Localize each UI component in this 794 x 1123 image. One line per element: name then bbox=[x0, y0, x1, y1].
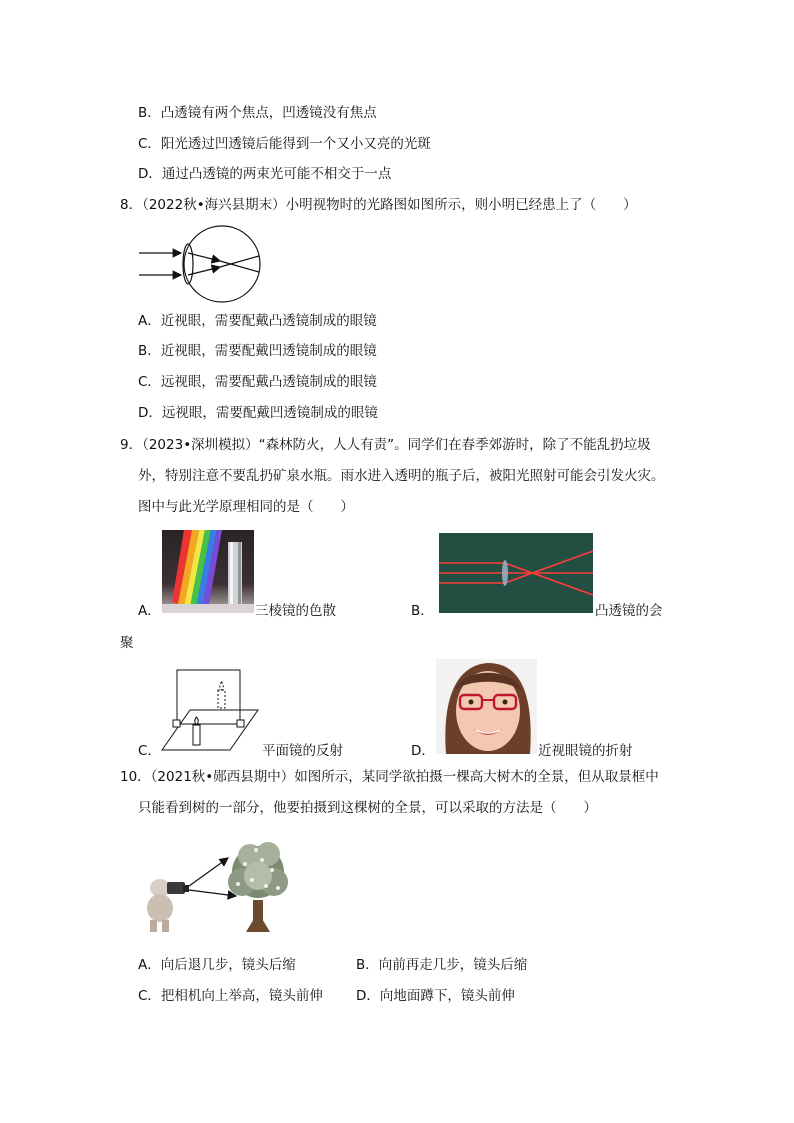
q9-stem-line-2: 外，特别注意不要乱扔矿泉水瓶。雨水进入透明的瓶子后，被阳光照射可能会引发火灾。 bbox=[138, 468, 665, 484]
eye-light-path-figure bbox=[135, 222, 265, 308]
q10-option-d: D．向地面蹲下，镜头前伸 bbox=[356, 988, 515, 1004]
q9-option-b-caption: 凸透镜的会 bbox=[595, 603, 663, 619]
q8-option-b: B．近视眼，需要配戴凹透镜制成的眼镜 bbox=[138, 343, 377, 359]
prism-dispersion-photo bbox=[162, 530, 254, 613]
q9-stem-line-1: 9．（2023•深圳模拟）“森林防火，人人有责”。同学们在春季郊游时，除了不能乱扔垃圾 bbox=[120, 437, 651, 453]
q9-option-d-caption: 近视眼镜的折射 bbox=[538, 743, 633, 759]
q10-stem-line-2: 只能看到树的一部分，他要拍摄到这棵树的全景，可以采取的方法是（ ） bbox=[138, 800, 597, 816]
q10-option-b: B．向前再走几步，镜头后缩 bbox=[356, 957, 528, 973]
q10-option-c: C．把相机向上举高，镜头前伸 bbox=[138, 988, 323, 1004]
q9-option-a-caption: 三棱镜的色散 bbox=[255, 603, 336, 619]
camera-tree-figure bbox=[140, 836, 300, 936]
q7-option-b: B．凸透镜有两个焦点，凹透镜没有焦点 bbox=[138, 105, 377, 121]
q7-option-d: D．通过凸透镜的两束光可能不相交于一点 bbox=[138, 166, 392, 182]
q10-stem-line-1: 10．（2021秋•郧西县期中）如图所示，某同学欲拍摄一棵高大树木的全景，但从取景框中 bbox=[120, 769, 659, 785]
woman-with-glasses-photo bbox=[436, 659, 537, 754]
plane-mirror-candle-figure bbox=[160, 668, 260, 754]
convex-lens-laser-photo bbox=[439, 533, 593, 613]
q8-option-a: A．近视眼，需要配戴凸透镜制成的眼镜 bbox=[138, 313, 377, 329]
q9-option-b-letter: B． bbox=[411, 603, 434, 619]
q9-option-c-caption: 平面镜的反射 bbox=[262, 743, 343, 759]
q8-stem: 8．（2022秋•海兴县期末）小明视物时的光路图如图所示，则小明已经患上了（ ） bbox=[120, 197, 637, 213]
q9-stem-line-3: 图中与此光学原理相同的是（ ） bbox=[138, 499, 354, 515]
q10-option-a: A．向后退几步，镜头后缩 bbox=[138, 957, 296, 973]
q9-option-c-letter: C． bbox=[138, 743, 161, 759]
q8-option-c: C．远视眼，需要配戴凸透镜制成的眼镜 bbox=[138, 374, 377, 390]
q9-option-b-caption-wrap: 聚 bbox=[120, 635, 134, 651]
q7-option-c: C．阳光透过凹透镜后能得到一个又小又亮的光斑 bbox=[138, 136, 431, 152]
q9-option-a-letter: A． bbox=[138, 603, 161, 619]
q8-option-d: D．远视眼，需要配戴凹透镜制成的眼镜 bbox=[138, 405, 378, 421]
q9-option-d-letter: D． bbox=[411, 743, 435, 759]
